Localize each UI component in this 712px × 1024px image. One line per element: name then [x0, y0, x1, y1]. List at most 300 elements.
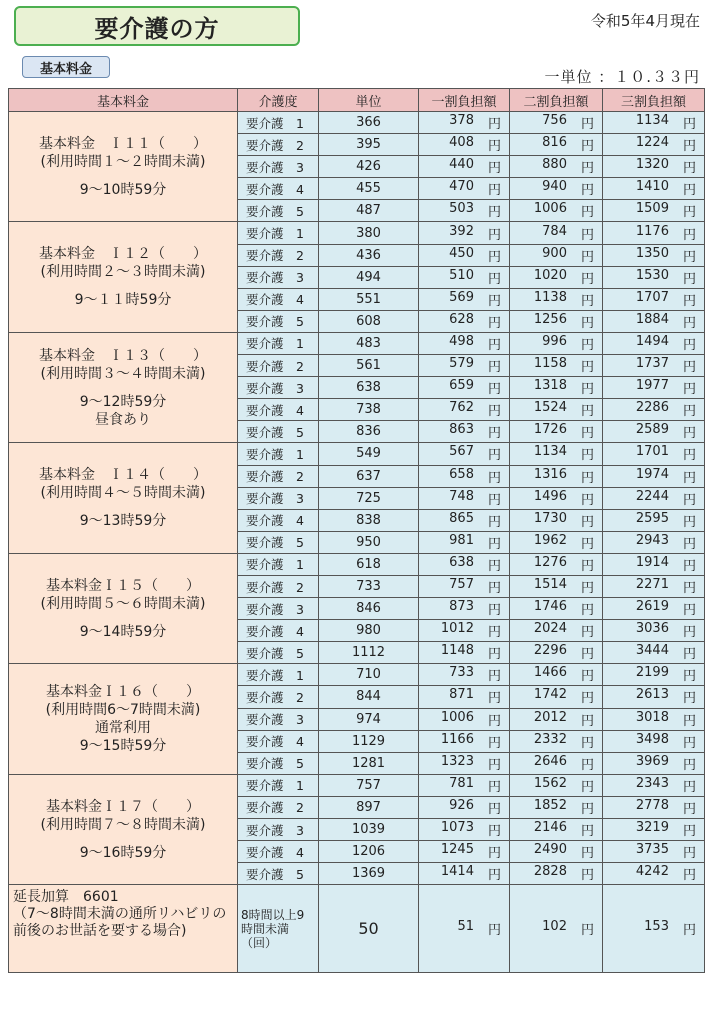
yen-unit: 円 — [682, 581, 696, 597]
yen-unit: 円 — [682, 691, 696, 707]
yen-unit: 円 — [682, 647, 696, 663]
extension-20pct — [510, 885, 603, 973]
copay-20pct — [510, 841, 603, 863]
yen-unit: 円 — [487, 735, 501, 751]
care-level: 要介護 2 — [238, 134, 319, 156]
units-value: 710 — [319, 664, 419, 686]
group-label-line: 基本料金 Ｉ１４（ ） — [39, 467, 207, 484]
yen-unit: 円 — [682, 404, 696, 420]
copay-30pct — [603, 752, 705, 774]
table-row — [9, 112, 705, 134]
group-label-line: 基本料金Ｉ１６（ ） — [46, 684, 200, 701]
care-level: 要介護 1 — [238, 112, 319, 134]
copay-30pct — [603, 598, 705, 620]
yen-unit: 円 — [682, 382, 696, 398]
amount-value: 2619 — [635, 599, 669, 615]
copay-20pct — [510, 465, 603, 487]
group-label-line: (利用時間７～８時間未満) — [40, 816, 206, 833]
amount-value: 1530 — [635, 267, 669, 283]
yen-unit: 円 — [487, 923, 501, 939]
units-value: 1206 — [319, 841, 419, 863]
yen-unit: 円 — [487, 868, 501, 884]
yen-unit: 円 — [487, 514, 501, 530]
copay-10pct — [419, 819, 510, 841]
group-label-line: 9～12時59分 — [79, 393, 167, 410]
amount-value: 757 — [449, 577, 474, 593]
copay-20pct — [510, 752, 603, 774]
copay-30pct — [603, 774, 705, 796]
amount-value: 996 — [542, 333, 567, 349]
amount-value: 2332 — [533, 731, 567, 747]
yen-unit: 円 — [487, 404, 501, 420]
amount-value: 102 — [542, 919, 567, 935]
copay-20pct — [510, 421, 603, 443]
care-level: 要介護 2 — [238, 465, 319, 487]
care-level: 要介護 4 — [238, 730, 319, 752]
extension-duration: 8時間以上9時間未満 （回） — [238, 885, 319, 973]
amount-value: 863 — [449, 422, 474, 438]
care-level: 要介護 5 — [238, 310, 319, 332]
amount-value: 1737 — [635, 356, 669, 372]
copay-20pct — [510, 575, 603, 597]
yen-unit: 円 — [682, 227, 696, 243]
group-label-line: 基本料金 Ｉ１３（ ） — [39, 347, 207, 364]
units-value: 494 — [319, 266, 419, 288]
care-level: 要介護 4 — [238, 399, 319, 421]
yen-unit: 円 — [682, 603, 696, 619]
copay-10pct — [419, 796, 510, 818]
table-row — [9, 553, 705, 575]
copay-20pct — [510, 178, 603, 200]
copay-20pct — [510, 509, 603, 531]
amount-value: 865 — [449, 510, 474, 526]
yen-unit: 円 — [580, 315, 594, 331]
basic-fee-group-label — [9, 664, 238, 774]
yen-unit: 円 — [487, 669, 501, 685]
amount-value: 1410 — [635, 179, 669, 195]
units-value: 733 — [319, 575, 419, 597]
amount-value: 926 — [449, 797, 474, 813]
units-value: 846 — [319, 598, 419, 620]
care-level: 要介護 4 — [238, 509, 319, 531]
yen-unit: 円 — [580, 824, 594, 840]
amount-value: 659 — [449, 378, 474, 394]
amount-value: 1884 — [635, 311, 669, 327]
care-level: 要介護 5 — [238, 421, 319, 443]
yen-unit: 円 — [682, 713, 696, 729]
amount-value: 2646 — [533, 753, 567, 769]
amount-value: 1176 — [635, 223, 669, 239]
units-value: 1369 — [319, 863, 419, 885]
amount-value: 1276 — [533, 554, 567, 570]
amount-value: 871 — [449, 687, 474, 703]
table-row — [9, 443, 705, 465]
amount-value: 1245 — [440, 842, 474, 858]
yen-unit: 円 — [487, 293, 501, 309]
copay-30pct — [603, 487, 705, 509]
units-value: 1281 — [319, 752, 419, 774]
amount-value: 470 — [449, 179, 474, 195]
yen-unit: 円 — [487, 492, 501, 508]
amount-value: 579 — [449, 356, 474, 372]
care-level: 要介護 2 — [238, 355, 319, 377]
yen-unit: 円 — [682, 558, 696, 574]
amount-value: 1158 — [533, 356, 567, 372]
copay-10pct — [419, 355, 510, 377]
care-level: 要介護 4 — [238, 178, 319, 200]
amount-value: 762 — [449, 400, 474, 416]
units-value: 738 — [319, 399, 419, 421]
as-of-date: 令和5年4月現在 — [590, 12, 700, 30]
yen-unit: 円 — [682, 249, 696, 265]
group-label-line — [11, 502, 235, 512]
amount-value: 1256 — [533, 311, 567, 327]
yen-unit: 円 — [682, 625, 696, 641]
group-label-line: 9～15時59分 — [79, 738, 167, 755]
amount-value: 503 — [449, 201, 474, 217]
care-level: 要介護 1 — [238, 443, 319, 465]
copay-30pct — [603, 796, 705, 818]
copay-20pct — [510, 310, 603, 332]
amount-value: 1134 — [533, 444, 567, 460]
yen-unit: 円 — [580, 117, 594, 133]
group-label-line: (利用時間３～４時間未満) — [40, 365, 206, 382]
copay-10pct — [419, 774, 510, 796]
care-level: 要介護 3 — [238, 266, 319, 288]
yen-unit: 円 — [487, 757, 501, 773]
amount-value: 2943 — [635, 532, 669, 548]
amount-value: 1509 — [635, 201, 669, 217]
copay-10pct — [419, 200, 510, 222]
amount-value: 153 — [644, 919, 669, 935]
group-label-line: (利用時間４～５時間未満) — [40, 485, 206, 502]
copay-10pct — [419, 642, 510, 664]
group-label-line: 9～１１時59分 — [74, 292, 172, 309]
amount-value: 2286 — [635, 400, 669, 416]
units-value: 836 — [319, 421, 419, 443]
yen-unit: 円 — [487, 846, 501, 862]
copay-30pct — [603, 288, 705, 310]
amount-value: 2244 — [635, 488, 669, 504]
copay-10pct — [419, 112, 510, 134]
amount-value: 1562 — [533, 775, 567, 791]
units-value: 1129 — [319, 730, 419, 752]
amount-value: 1012 — [440, 621, 474, 637]
units-value: 487 — [319, 200, 419, 222]
yen-unit: 円 — [682, 757, 696, 773]
units-value: 637 — [319, 465, 419, 487]
page-title: 要介護の方 — [14, 6, 300, 46]
yen-unit: 円 — [580, 426, 594, 442]
units-value: 1039 — [319, 819, 419, 841]
copay-10pct — [419, 421, 510, 443]
units-value: 618 — [319, 553, 419, 575]
yen-unit: 円 — [580, 923, 594, 939]
yen-unit: 円 — [487, 360, 501, 376]
units-value: 436 — [319, 244, 419, 266]
amount-value: 1148 — [440, 643, 474, 659]
amount-value: 3498 — [635, 731, 669, 747]
copay-20pct — [510, 156, 603, 178]
copay-30pct — [603, 819, 705, 841]
yen-unit: 円 — [682, 492, 696, 508]
copay-30pct — [603, 332, 705, 354]
copay-10pct — [419, 841, 510, 863]
header-units: 単位 — [319, 89, 419, 112]
units-value: 897 — [319, 796, 419, 818]
amount-value: 3444 — [635, 643, 669, 659]
amount-value: 1707 — [635, 289, 669, 305]
units-value: 608 — [319, 310, 419, 332]
yen-unit: 円 — [487, 470, 501, 486]
copay-20pct — [510, 222, 603, 244]
yen-unit: 円 — [682, 205, 696, 221]
units-value: 638 — [319, 377, 419, 399]
amount-value: 1318 — [533, 378, 567, 394]
yen-unit: 円 — [682, 824, 696, 840]
basic-fee-group-label — [9, 443, 238, 553]
yen-unit: 円 — [682, 536, 696, 552]
yen-unit: 円 — [580, 448, 594, 464]
group-label-line: 基本料金 Ｉ１１（ ） — [39, 135, 207, 152]
yen-unit: 円 — [487, 117, 501, 133]
amount-value: 1020 — [533, 267, 567, 283]
care-level: 要介護 2 — [238, 575, 319, 597]
group-label-line: 9～16時59分 — [79, 844, 167, 861]
copay-20pct — [510, 377, 603, 399]
amount-value: 1138 — [533, 289, 567, 305]
copay-20pct — [510, 664, 603, 686]
yen-unit: 円 — [580, 669, 594, 685]
copay-10pct — [419, 752, 510, 774]
yen-unit: 円 — [487, 581, 501, 597]
basic-fee-group-label — [9, 112, 238, 222]
group-label-line: (利用時間１～２時間未満) — [40, 153, 206, 170]
amount-value: 1852 — [533, 797, 567, 813]
yen-unit: 円 — [682, 315, 696, 331]
copay-20pct — [510, 487, 603, 509]
units-value: 380 — [319, 222, 419, 244]
yen-unit: 円 — [580, 139, 594, 155]
group-label-line: 9～13時59分 — [79, 513, 167, 530]
copay-20pct — [510, 266, 603, 288]
copay-30pct — [603, 841, 705, 863]
care-level: 要介護 2 — [238, 686, 319, 708]
care-level: 要介護 3 — [238, 708, 319, 730]
amount-value: 1224 — [635, 135, 669, 151]
copay-20pct — [510, 112, 603, 134]
yen-unit: 円 — [580, 603, 594, 619]
copay-20pct — [510, 863, 603, 885]
yen-unit: 円 — [487, 249, 501, 265]
copay-30pct — [603, 399, 705, 421]
amount-value: 981 — [449, 532, 474, 548]
amount-value: 1726 — [533, 422, 567, 438]
units-value: 980 — [319, 620, 419, 642]
copay-30pct — [603, 112, 705, 134]
yen-unit: 円 — [682, 139, 696, 155]
header-30pct: 三割負担額 — [603, 89, 705, 112]
care-level: 要介護 5 — [238, 752, 319, 774]
amount-value: 900 — [542, 245, 567, 261]
care-level: 要介護 2 — [238, 796, 319, 818]
care-level: 要介護 3 — [238, 377, 319, 399]
copay-20pct — [510, 332, 603, 354]
yen-unit: 円 — [580, 846, 594, 862]
amount-value: 2199 — [635, 665, 669, 681]
amount-value: 1977 — [635, 378, 669, 394]
units-value: 551 — [319, 288, 419, 310]
yen-unit: 円 — [580, 271, 594, 287]
care-level: 要介護 5 — [238, 642, 319, 664]
yen-unit: 円 — [487, 183, 501, 199]
basic-fee-group-label — [9, 332, 238, 442]
units-value: 426 — [319, 156, 419, 178]
copay-10pct — [419, 509, 510, 531]
yen-unit: 円 — [682, 669, 696, 685]
copay-30pct — [603, 200, 705, 222]
amount-value: 1914 — [635, 554, 669, 570]
yen-unit: 円 — [682, 293, 696, 309]
copay-20pct — [510, 553, 603, 575]
care-level: 要介護 5 — [238, 200, 319, 222]
yen-unit: 円 — [580, 337, 594, 353]
amount-value: 1466 — [533, 665, 567, 681]
section-tag: 基本料金 — [22, 56, 110, 78]
copay-20pct — [510, 244, 603, 266]
header-care-level: 介護度 — [238, 89, 319, 112]
copay-20pct — [510, 200, 603, 222]
amount-value: 1701 — [635, 444, 669, 460]
units-value: 366 — [319, 112, 419, 134]
copay-30pct — [603, 664, 705, 686]
amount-value: 1414 — [440, 864, 474, 880]
copay-10pct — [419, 332, 510, 354]
copay-30pct — [603, 156, 705, 178]
amount-value: 1323 — [440, 753, 474, 769]
table-row — [9, 332, 705, 354]
yen-unit: 円 — [580, 249, 594, 265]
basic-fee-group-label — [9, 774, 238, 884]
copay-20pct — [510, 355, 603, 377]
yen-unit: 円 — [682, 117, 696, 133]
yen-unit: 円 — [580, 293, 594, 309]
yen-unit: 円 — [487, 426, 501, 442]
units-value: 974 — [319, 708, 419, 730]
header-10pct: 一割負担額 — [419, 89, 510, 112]
amount-value: 440 — [449, 157, 474, 173]
group-label-line: 通常利用 — [95, 720, 151, 737]
copay-30pct — [603, 355, 705, 377]
group-label-line: (利用時間５～６時間未満) — [40, 595, 206, 612]
amount-value: 1974 — [635, 466, 669, 482]
care-level: 要介護 4 — [238, 288, 319, 310]
group-label-line — [11, 281, 235, 291]
care-level: 要介護 1 — [238, 664, 319, 686]
yen-unit: 円 — [487, 139, 501, 155]
yen-unit: 円 — [487, 625, 501, 641]
amount-value: 1730 — [533, 510, 567, 526]
copay-10pct — [419, 156, 510, 178]
group-label-line: 9～10時59分 — [79, 181, 167, 198]
yen-unit: 円 — [682, 923, 696, 939]
yen-unit: 円 — [682, 161, 696, 177]
care-level: 要介護 3 — [238, 156, 319, 178]
yen-unit: 円 — [682, 779, 696, 795]
group-label-line: 昼食あり — [95, 411, 151, 428]
yen-unit: 円 — [487, 382, 501, 398]
copay-30pct — [603, 443, 705, 465]
copay-30pct — [603, 531, 705, 553]
yen-unit: 円 — [580, 581, 594, 597]
copay-10pct — [419, 222, 510, 244]
amount-value: 1496 — [533, 488, 567, 504]
units-value: 395 — [319, 134, 419, 156]
fee-table — [8, 88, 705, 973]
units-value: 561 — [319, 355, 419, 377]
copay-30pct — [603, 686, 705, 708]
yen-unit: 円 — [487, 337, 501, 353]
yen-unit: 円 — [580, 868, 594, 884]
units-value: 1112 — [319, 642, 419, 664]
copay-30pct — [603, 509, 705, 531]
amount-value: 510 — [449, 267, 474, 283]
yen-unit: 円 — [580, 558, 594, 574]
copay-20pct — [510, 819, 603, 841]
amount-value: 1134 — [635, 113, 669, 129]
amount-value: 392 — [449, 223, 474, 239]
copay-20pct — [510, 708, 603, 730]
amount-value: 733 — [449, 665, 474, 681]
extension-label: 延長加算 6601 （7～8時間未満の通所リハビリの前後のお世話を要する場合) — [9, 885, 238, 973]
yen-unit: 円 — [682, 271, 696, 287]
extension-row — [9, 885, 705, 973]
yen-unit: 円 — [580, 757, 594, 773]
amount-value: 567 — [449, 444, 474, 460]
amount-value: 940 — [542, 179, 567, 195]
copay-30pct — [603, 134, 705, 156]
yen-unit: 円 — [580, 227, 594, 243]
copay-30pct — [603, 377, 705, 399]
yen-unit: 円 — [580, 625, 594, 641]
amount-value: 873 — [449, 599, 474, 615]
header-20pct: 二割負担額 — [510, 89, 603, 112]
yen-unit: 円 — [580, 470, 594, 486]
copay-10pct — [419, 399, 510, 421]
amount-value: 628 — [449, 311, 474, 327]
copay-20pct — [510, 598, 603, 620]
copay-20pct — [510, 399, 603, 421]
copay-30pct — [603, 266, 705, 288]
unit-price-note: 一単位 ：１０.３３円 — [544, 68, 700, 86]
basic-fee-group-label — [9, 222, 238, 332]
units-value: 838 — [319, 509, 419, 531]
copay-30pct — [603, 421, 705, 443]
copay-20pct — [510, 620, 603, 642]
group-label-line: 基本料金 Ｉ１２（ ） — [39, 246, 207, 263]
yen-unit: 円 — [487, 779, 501, 795]
units-value: 455 — [319, 178, 419, 200]
care-level: 要介護 1 — [238, 774, 319, 796]
yen-unit: 円 — [682, 514, 696, 530]
amount-value: 816 — [542, 135, 567, 151]
copay-10pct — [419, 708, 510, 730]
units-value: 950 — [319, 531, 419, 553]
group-label-line: 9～14時59分 — [79, 623, 167, 640]
group-label-line — [11, 383, 235, 393]
yen-unit: 円 — [682, 337, 696, 353]
yen-unit: 円 — [682, 846, 696, 862]
